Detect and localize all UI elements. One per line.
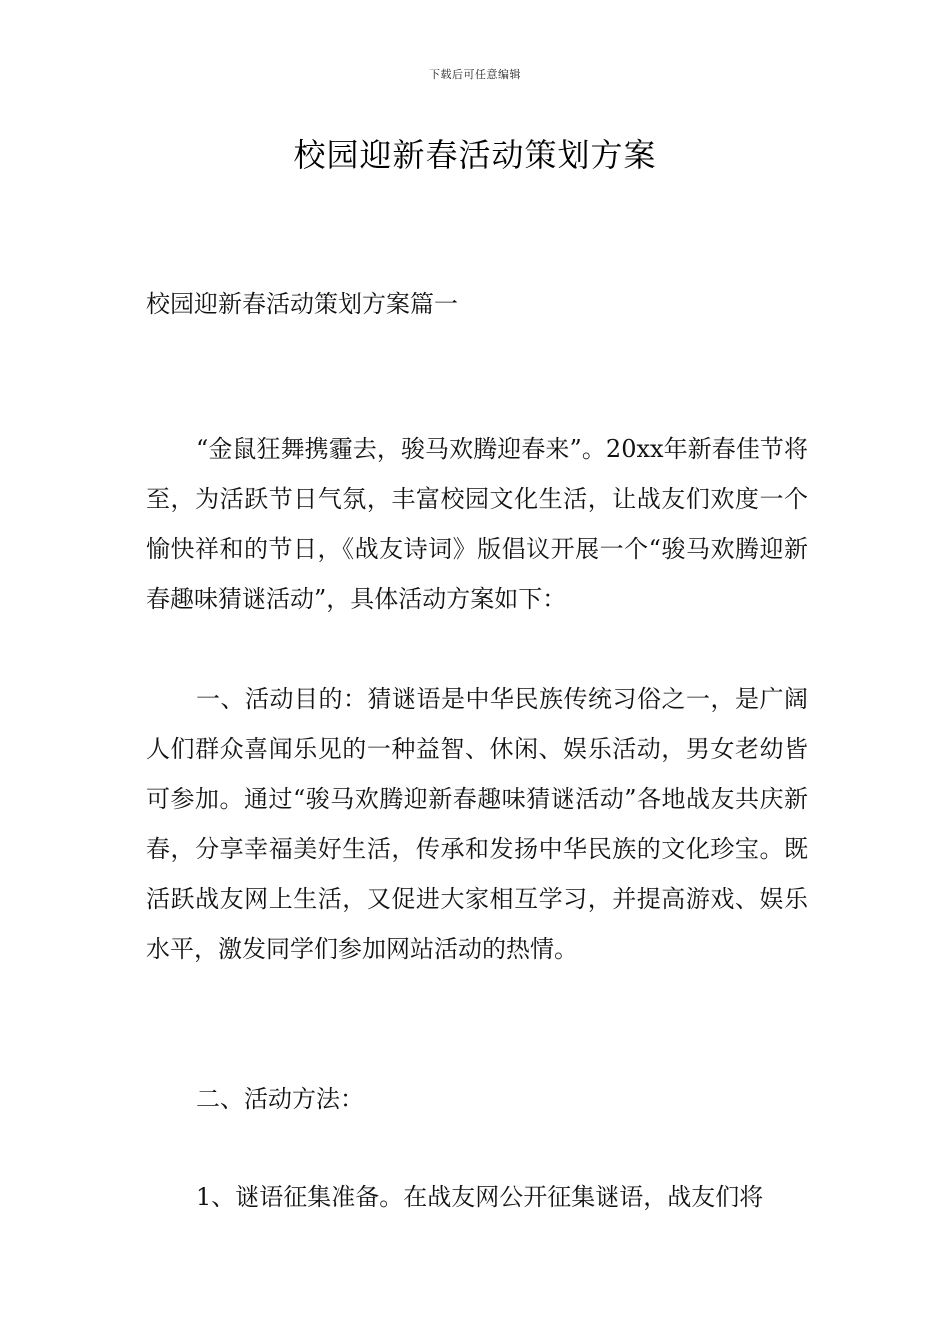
section-title: 校园迎新春活动策划方案篇一 [146,290,458,318]
paragraph-activity-method-heading: 二、活动方法： [196,1085,364,1113]
paragraph-activity-purpose: 一、活动目的：猜谜语是中华民族传统习俗之一，是广阔人们群众喜闻乐见的一种益智、休闲、娱乐活动，男女老幼皆可参加。通过“骏马欢腾迎新春趣味猜谜活动”各地战友共庆新春，分享幸福美好生活，传承和发扬中华民族的文化珍宝。既活跃战友网上生活，又促进大家相互学习，并提高游戏、娱乐水平，激发同学们参加网站活动的热情。 [146,685,808,963]
paragraph-riddle-collection: 1、谜语征集准备。在战友网公开征集谜语，战友们将 [196,1183,764,1211]
page-header-note: 下载后可任意编辑 [429,68,521,81]
paragraph-intro: “金鼠狂舞携霾去，骏马欢腾迎春来”。20xx年新春佳节将至，为活跃节日气氛，丰富校园文化生活，让战友们欢度一个愉快祥和的节日，《战友诗词》版倡议开展一个“骏马欢腾迎新春趣味猜谜活动”，具体活动方案如下： [146,435,808,613]
document-title: 校园迎新春活动策划方案 [293,136,657,174]
